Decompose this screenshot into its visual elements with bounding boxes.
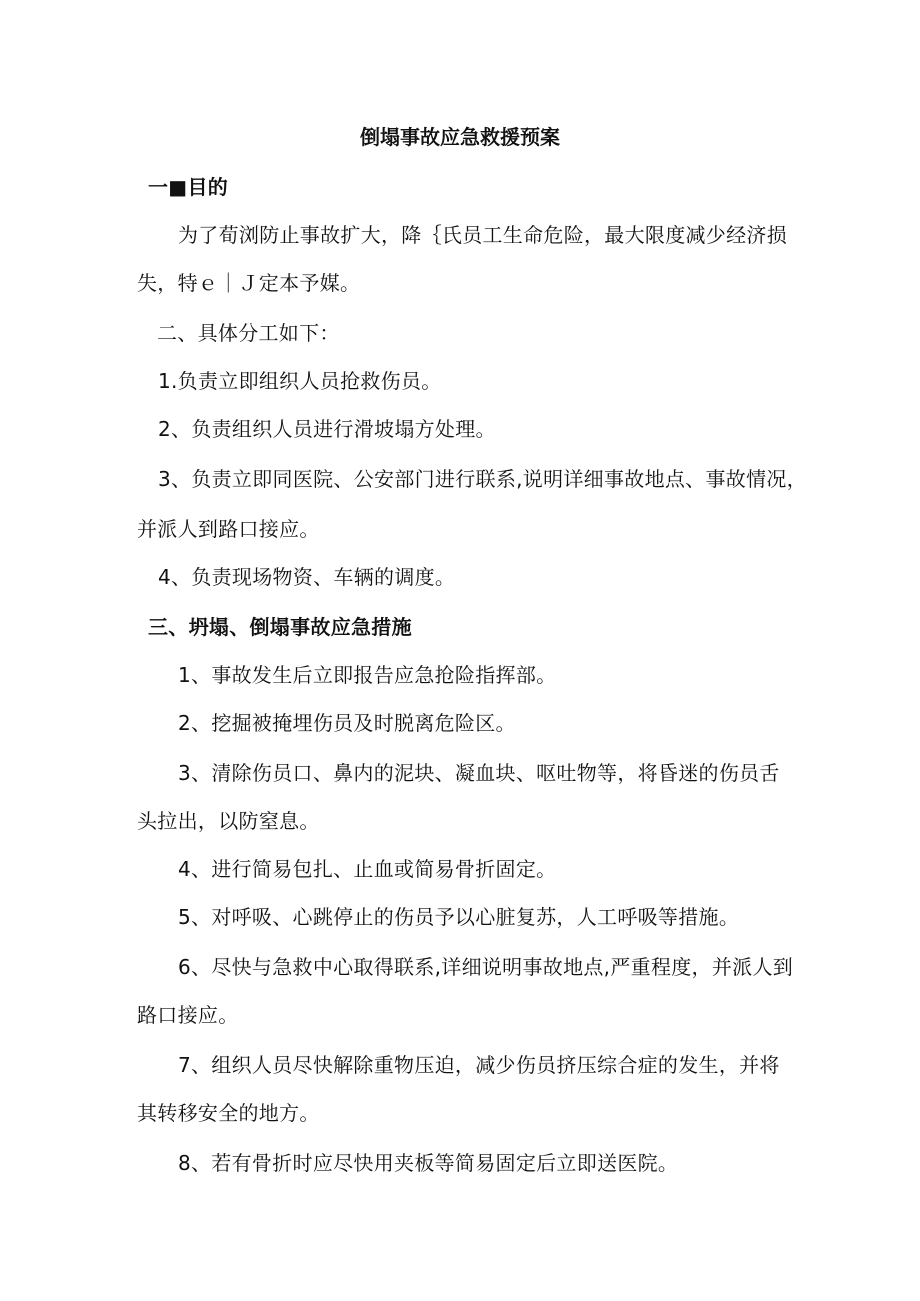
list-item: 2、挖掘被掩埋伤员及时脱离危险区。 bbox=[178, 711, 516, 735]
list-item: 8、若有骨折时应尽快用夹板等简易固定后立即送医院。 bbox=[178, 1151, 679, 1175]
list-item: 3、负责立即同医院、公安部门进行联系,说明详细事故地点、事故情况， bbox=[158, 467, 807, 491]
section-heading-division: 二、具体分工如下： bbox=[157, 321, 340, 345]
document-title: 倒塌事故应急救援预案 bbox=[360, 125, 560, 149]
list-item-continuation: 路口接应。 bbox=[137, 1003, 239, 1027]
list-item: 6、尽快与急救中心取得联系,详细说明事故地点,严重程度，并派人到 bbox=[178, 955, 794, 979]
list-item: 1、事故发生后立即报告应急抢险指挥部。 bbox=[178, 663, 557, 687]
section-heading-measures: 三、坍塌、倒塌事故应急措施 bbox=[148, 615, 412, 639]
section-heading-purpose: 一■目的 bbox=[148, 175, 229, 199]
list-item: 7、组织人员尽快解除重物压迫，减少伤员挤压综合症的发生，并将 bbox=[178, 1053, 780, 1077]
paragraph-line: 为了荀浏防止事故扩大，降｛氏员工生命危险，最大限度减少经济损 bbox=[178, 223, 787, 247]
list-item: 2、负责组织人员进行滑坡塌方处理。 bbox=[158, 417, 496, 441]
list-item-continuation: 头拉出，以防窒息。 bbox=[137, 809, 320, 833]
list-item: 3、清除伤员口、鼻内的泥块、凝血块、呕吐物等，将昏迷的伤员舌 bbox=[178, 761, 780, 785]
list-item: 4、负责现场物资、车辆的调度。 bbox=[158, 565, 456, 589]
list-item: 5、对呼吸、心跳停止的伤员予以心脏复苏，人工呼吸等措施。 bbox=[178, 905, 740, 929]
paragraph-line: 失，特ｅ｜Ｊ定本予媒。 bbox=[137, 271, 361, 295]
list-item-continuation: 其转移安全的地方。 bbox=[137, 1101, 320, 1125]
list-item: 4、进行简易包扎、止血或简易骨折固定。 bbox=[178, 857, 557, 881]
list-item-continuation: 并派人到路口接应。 bbox=[137, 517, 320, 541]
list-item: 1.负责立即组织人员抢救伤员。 bbox=[158, 369, 442, 393]
